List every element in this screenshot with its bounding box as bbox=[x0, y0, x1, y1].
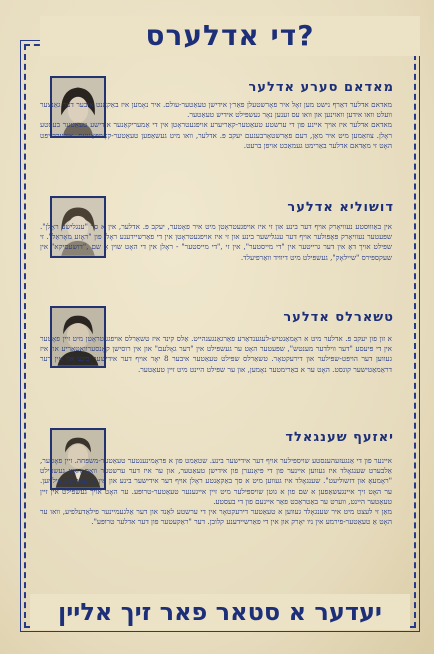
bio-paragraph: אין באַוווּסטע נעוויאָרק אויף דער בינע און זי איז אויפגעטראָטן מיט איר פאָטער, יעקב פּ. אדלער, אין א סך "ענגלישע ראָלן". שפּעטער נעוויאָרק פּאָפּולער אויף דער ענגלישער בינע און זי איז אויפגעטראָטן אין די פאַרשיידענע ראָלן פון "ראָזע מאָראַל". זי שפּילט אויך דאָ אין דער גרייטער אין "די מייסטער", אין זי ,"די מייסטער" - ראָלן אין די האָט שוין אַ שם ,"דושעסיקא" אין שעקספּירס "שיילאָק", געשפּילט מיט דיוויד וואַרפיעלד. bbox=[40, 222, 392, 262]
bio-paragraph: מאַן זי לעצט מיט איר שענגאָלד געווען א טעאַטער דירעקטאָר אין די ערשטע לאַנד און דער אַלגעמיינער פילאַדעלפיע, וואו ער האָט אַ טעאַטער-פירמע אין ניו יאָרק און אין די פאַרשיידענע קלובן. דער "ראַקעטער פון דער אדלער טרופּע". bbox=[40, 507, 392, 527]
footer-slogan: יעדער א סטאר פאר זיך אליין bbox=[30, 594, 410, 630]
section-name: יאזעף שענגאלד bbox=[285, 430, 394, 445]
page-title: ?די אדלערס bbox=[40, 16, 420, 56]
section-bio bbox=[40, 222, 392, 263]
bio-paragraph: א זון פון יעקב פּ. אדלער מיט א ראָמאַנטיש-לעגענדאַרע פאַרגאַנגענהייט. אַלס קינד איז טשאַרלס אויפגעטראָטן מיט זיין פאָטער אין די פּיעסע "דער ווילדער מענטש", שפּעטער האָט ער געשפּילט אין "דער גאָלעם" און אין רוסישן קאָנסערוואַטאָריע און איז געווען דער הויפּט-שפּילער און דירעקטאָר. טשאַרלס שפּילט טעאַטער איבער 8 יאָר אויף דער אידישער בינע און אין דער דראַמאַטישער קונסט. האָט ער א באַרימטער נאָמען, און ער שפּילט היינט מיט זיין טעאַטער. bbox=[40, 334, 392, 374]
section-bio bbox=[40, 100, 392, 151]
bio-paragraph: איינער פון די אַנגעזעהענסטע שויספּילער אויף דער אידישער בינע. שטאַמט פון א פּראָמינענטער טעאַטער-משפּחה. זיין פאָטער, אַלבערט שענגאָלד איז געווען איינער פון די פּיאָנערן פון אידישן טעאַטער, און ער איז דער ערשטער וואָס האָט געשפּילט "ראָמעאָ און דזשוליעט". שענגאָלד איז געווען מיט א סך באַקאַנטע ראָלן אויף דער אידישער בינע און אין די ענגלישע פילמען. ער האָט זיך איינגעשאַפען א שם פון א גוטן שויספּילער מיט זיין אייגענער טעאַטער-טרופּע. ער האָט אויך געשפּילט אין זיין טעאַטער היינט, ווערט ער באַטראַכט פאַר איינעם פון די בעסטע. bbox=[40, 456, 392, 506]
bio-paragraph: מאדאם אדלער דאַרף נישט מען זאָל איר פאָרשטעלן פאַר׳ן אידישן טעאַטער-עולם. איר נאָמען איז באַקאַנט איבער דער גאַנצער וועלט וואו אידען וואוינען און וואו עס זענען נאָר געשפּילט אידיש טעאַטער. bbox=[40, 100, 392, 120]
bio-paragraph: מאדאם אדלער איז אויך איינע פון די ערשטע טעאַטער-קאַריערע אויפגעטראָטן אין די אַמעריקאַנער אידישע טעאַטער בעסטע ראָלן. צוזאַמען מיט איר מאַן, דעם פאַרשטאָרבענעם יעקב פּ. אדלער, וואו מיט געשאַפען טעאַטער-קאָמפּאַניעס. איבערהויפּט האָט זי מאַדאם אדלער באַרימט געמאַכט אויפן ברעט. bbox=[40, 120, 392, 150]
section-name: טשארלס אדלער bbox=[283, 310, 394, 325]
section-bio bbox=[40, 456, 392, 527]
section-bio bbox=[40, 334, 392, 375]
section-name: מאדאם סערע אדלער bbox=[248, 80, 394, 95]
section-name: דושוליא אדלער bbox=[287, 200, 394, 215]
